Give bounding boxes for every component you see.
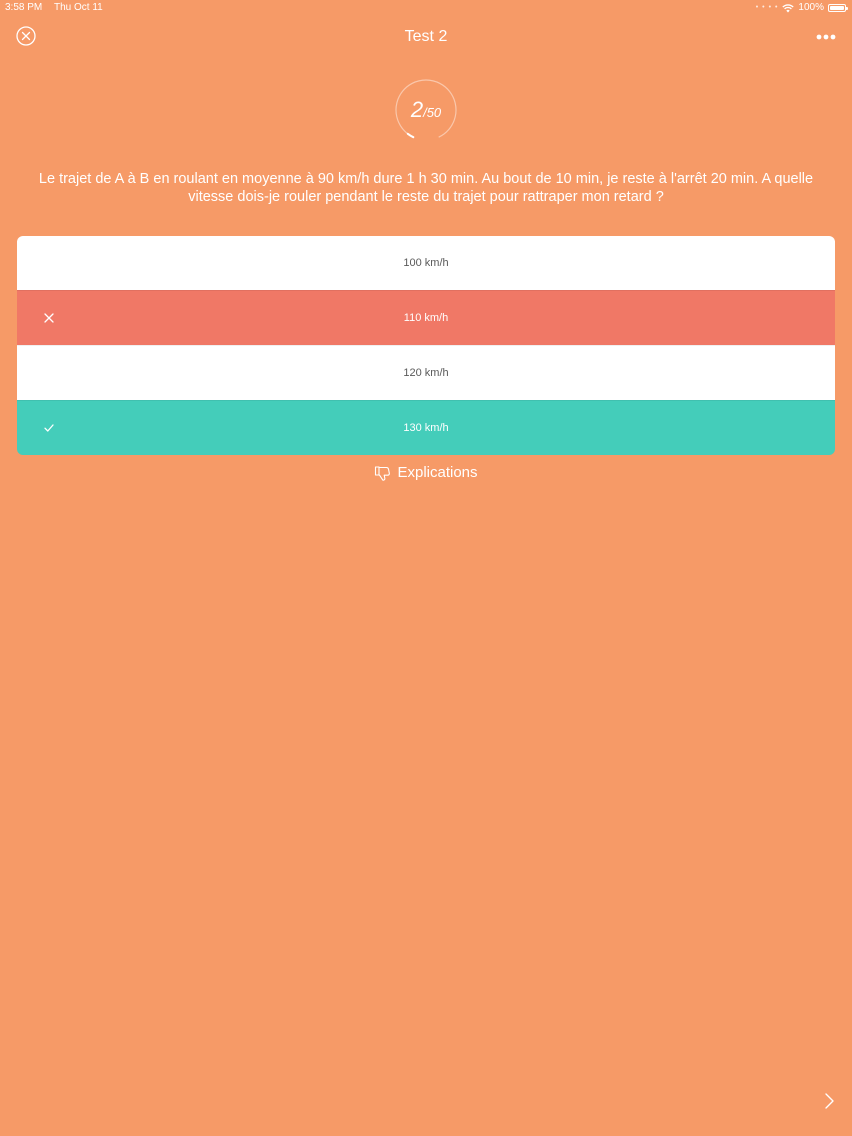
answer-label: 100 km/h — [403, 257, 449, 269]
answer-label: 120 km/h — [403, 367, 449, 379]
chevron-right-icon — [822, 1092, 836, 1110]
progress-total: 50 — [426, 105, 442, 120]
status-bar — [0, 0, 852, 16]
explanations-button[interactable] — [0, 462, 852, 489]
thumbs-down-icon — [374, 465, 391, 482]
battery-fill — [830, 6, 844, 10]
status-date: Thu Oct 11 — [54, 2, 103, 13]
progress-current: 2 — [410, 97, 424, 122]
progress-separator: / — [423, 105, 427, 120]
answer-label: 110 km/h — [403, 312, 449, 324]
answer-option-correct[interactable] — [17, 400, 835, 455]
check-icon — [43, 401, 55, 455]
explanations-label: Explications — [397, 464, 478, 481]
progress-text — [390, 97, 462, 123]
ellipsis-icon — [816, 31, 836, 43]
question-text: Le trajet de A à B en roulant en moyenne à 90 km/h dure 1 h 30 min. Au bout de 10 min, je reste à l'arrêt 20 min. A quelle vitesse dois-je rouler pendant le reste du trajet pour rattraper mon retard ? — [38, 171, 814, 205]
answer-option-wrong[interactable] — [17, 290, 835, 345]
answer-option[interactable] — [17, 345, 835, 400]
battery-percent: 100% — [798, 2, 824, 13]
answer-label: 130 km/h — [403, 422, 449, 434]
cross-icon — [43, 291, 55, 345]
answer-list — [17, 236, 835, 455]
page-title: Test 2 — [404, 28, 448, 45]
status-right — [756, 0, 846, 16]
status-time: 3:58 PM — [5, 2, 43, 13]
wifi-icon — [782, 4, 794, 13]
battery-icon — [828, 4, 846, 12]
more-button[interactable] — [816, 30, 836, 42]
progress-indicator — [390, 77, 462, 141]
answer-option[interactable] — [17, 236, 835, 290]
signal-dots-icon: • • • • — [755, 4, 779, 11]
next-button[interactable] — [822, 1092, 836, 1110]
